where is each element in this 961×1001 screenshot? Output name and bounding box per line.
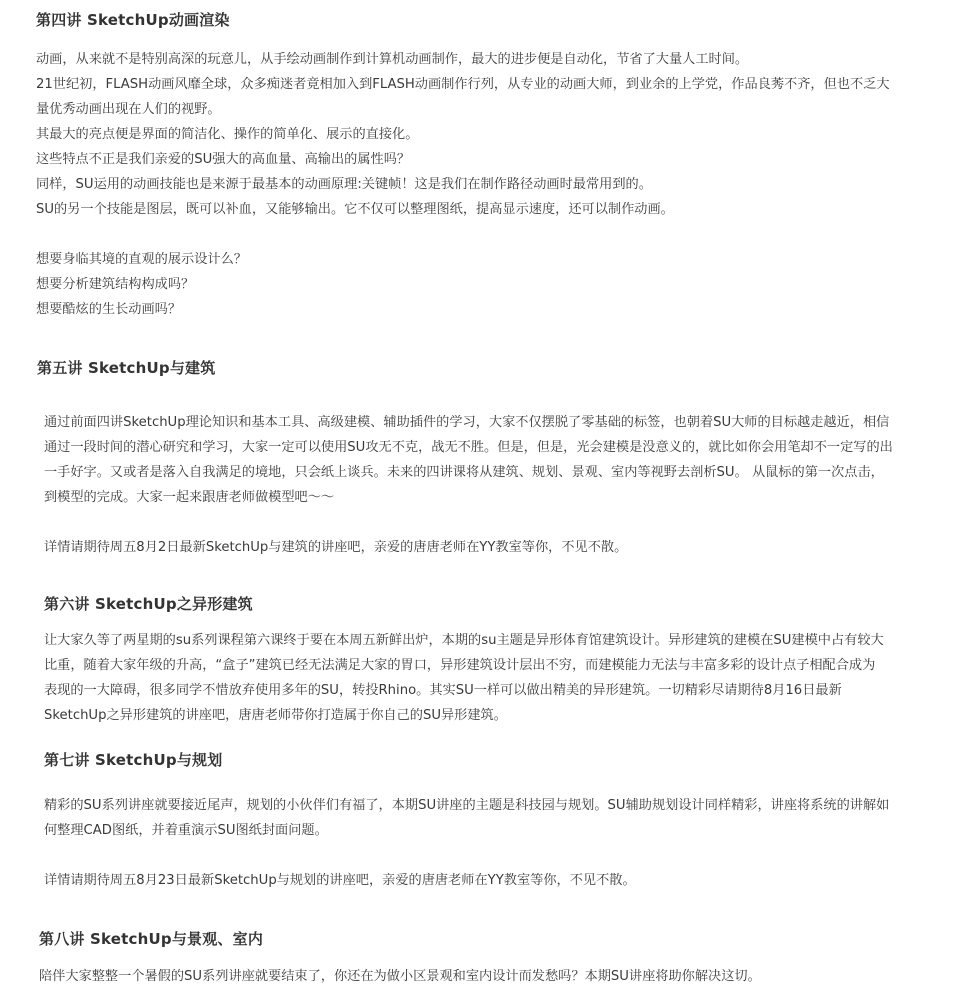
section-6-line: 让大家久等了两星期的su系列课程第六课终于要在本周五新鲜出炉，本期的su主题是异形体育馆建筑设计。异形建筑的建模在SU建模中占有较大: [44, 633, 884, 648]
section-5-line: 到模型的完成。大家一起来跟唐老师做模型吧～～: [44, 490, 335, 505]
section-7-line: 何整理CAD图纸，并着重演示SU图纸封面问题。: [44, 823, 328, 838]
section-6-line: SketchUp之异形建筑的讲座吧，唐唐老师带你打造属于你自己的SU异形建筑。: [44, 708, 507, 723]
section-4-title: 第四讲 SketchUp动画渲染: [36, 11, 230, 29]
section-5-note: 详情请期待周五8月2日最新SketchUp与建筑的讲座吧，亲爱的唐唐老师在YY教室等你，不见不散。: [44, 540, 628, 555]
section-4-line: SU的另一个技能是图层，既可以补血，又能够输出。它不仅可以整理图纸，提高显示速度，还可以制作动画。: [36, 202, 674, 217]
section-4-line: 量优秀动画出现在人们的视野。: [36, 102, 221, 117]
section-5-line: 通过一段时间的潜心研究和学习，大家一定可以使用SU攻无不克，战无不胜。但是，但是，光会建模是没意义的，就比如你会用笔却不一定写的出: [44, 440, 893, 455]
section-4-line: 同样，SU运用的动画技能也是来源于最基本的动画原理:关键帧！这是我们在制作路径动画时最常用到的。: [36, 177, 652, 192]
section-4-question: 想要身临其境的直观的展示设计么？: [36, 252, 247, 267]
section-8-line: 陪伴大家整整一个暑假的SU系列讲座就要结束了，你还在为做小区景观和室内设计而发愁吗？本期SU讲座将助你解决这切。: [39, 969, 761, 984]
section-4-questions: [36, 247, 247, 322]
section-8-title: 第八讲 SketchUp与景观、室内: [39, 930, 264, 948]
section-8-body: [39, 964, 761, 989]
section-4-question: 想要酷炫的生长动画吗？: [36, 302, 182, 317]
section-4-body: [36, 47, 890, 222]
section-5-line: 一手好字。又或者是落入自我满足的境地，只会纸上谈兵。未来的四讲课将从建筑、规划、景观、室内等视野去剖析SU。 从鼠标的第一次点击，: [44, 465, 884, 480]
section-7-note: 详情请期待周五8月23日最新SketchUp与规划的讲座吧，亲爱的唐唐老师在YY教室等你，不见不散。: [44, 873, 636, 888]
section-5-title: 第五讲 SketchUp与建筑: [37, 359, 216, 377]
section-4-line: 动画，从来就不是特别高深的玩意儿，从手绘动画制作到计算机动画制作，最大的进步便是自动化，节省了大量人工时间。: [36, 52, 749, 67]
section-5-line: 通过前面四讲SketchUp理论知识和基本工具、高级建模、辅助插件的学习，大家不仅摆脱了零基础的标签，也朝着SU大师的目标越走越近，相信: [44, 415, 890, 430]
section-6-title: 第六讲 SketchUp之异形建筑: [44, 595, 253, 613]
section-6-line: 比重，随着大家年级的升高，“盒子”建筑已经无法满足大家的胃口，异形建筑设计层出不穷，而建模能力无法与丰富多彩的设计点子相配合成为: [44, 658, 876, 673]
section-4-line: 这些特点不正是我们亲爱的SU强大的高血量、高输出的属性吗？: [36, 152, 411, 167]
section-7-line: 精彩的SU系列讲座就要接近尾声，规划的小伙伴们有福了，本期SU讲座的主题是科技园与规划。SU辅助规划设计同样精彩，讲座将系统的讲解如: [44, 798, 890, 813]
section-4-line: 21世纪初，FLASH动画风靡全球，众多痴迷者竟相加入到FLASH动画制作行列，从专业的动画大师，到业余的上学党，作品良莠不齐，但也不乏大: [36, 77, 890, 92]
section-6-body: [44, 628, 884, 728]
section-4-line: 其最大的亮点便是界面的简洁化、操作的简单化、展示的直接化。: [36, 127, 419, 142]
section-7-body: [44, 793, 889, 843]
section-5-body: [44, 410, 893, 510]
section-6-line: 表现的一大障碍，很多同学不惜放弃使用多年的SU，转投Rhino。其实SU一样可以做出精美的异形建筑。一切精彩尽请期待8月16日最新: [44, 683, 842, 698]
section-7-title: 第七讲 SketchUp与规划: [44, 751, 223, 769]
section-4-question: 想要分析建筑结构构成吗？: [36, 277, 195, 292]
